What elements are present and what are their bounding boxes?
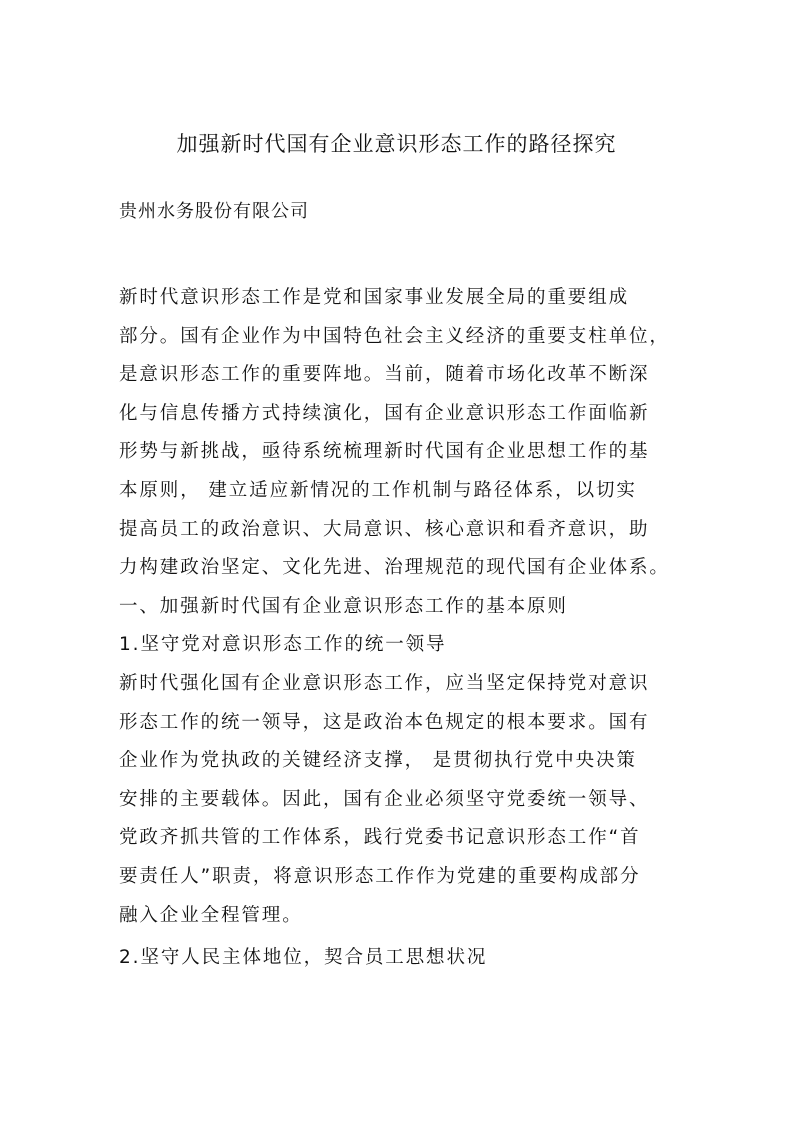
body-line: 部分。国有企业作为中国特色社会主义经济的重要支柱单位，	[119, 325, 670, 347]
body-line: 企业作为党执政的关键经济支撑， 是贯彻执行党中央决策	[119, 750, 637, 772]
body-line: 融入企业全程管理。	[119, 904, 303, 926]
body-line: 力构建政治坚定、文化先进、治理规范的现代国有企业体系。	[119, 557, 670, 579]
body-line: 形势与新挑战，亟待系统梳理新时代国有企业思想工作的基	[119, 441, 650, 463]
author-organization: 贵州水务股份有限公司	[119, 201, 309, 222]
body-line: 要责任人”职责，将意识形态工作作为党建的重要构成部分	[119, 865, 641, 887]
subsection-heading: 2.坚守人民主体地位，契合员工思想状况	[119, 947, 488, 969]
body-line: 新时代强化国有企业意识形态工作，应当坚定保持党对意识	[119, 672, 650, 694]
body-line: 是意识形态工作的重要阵地。当前，随着市场化改革不断深	[119, 364, 650, 386]
body-line: 形态工作的统一领导，这是政治本色规定的根本要求。国有	[119, 711, 650, 733]
subsection-heading: 1.坚守党对意识形态工作的统一领导	[119, 634, 447, 656]
body-line: 安排的主要载体。因此，国有企业必须坚守党委统一领导、	[119, 788, 650, 810]
document-body	[119, 279, 689, 978]
document-title: 加强新时代国有企业意识形态工作的路径探究	[176, 132, 617, 156]
body-line: 化与信息传播方式持续演化，国有企业意识形态工作面临新	[119, 402, 650, 424]
body-line: 本原则， 建立适应新情况的工作机制与路径体系，以切实	[119, 479, 637, 501]
body-line: 提高员工的政治意识、大局意识、核心意识和看齐意识，助	[119, 518, 650, 540]
section-heading: 一、加强新时代国有企业意识形态工作的基本原则	[119, 595, 568, 617]
body-line: 新时代意识形态工作是党和国家事业发展全局的重要组成	[119, 287, 630, 308]
body-line: 党政齐抓共管的工作体系，践行党委书记意识形态工作“首	[119, 827, 641, 849]
